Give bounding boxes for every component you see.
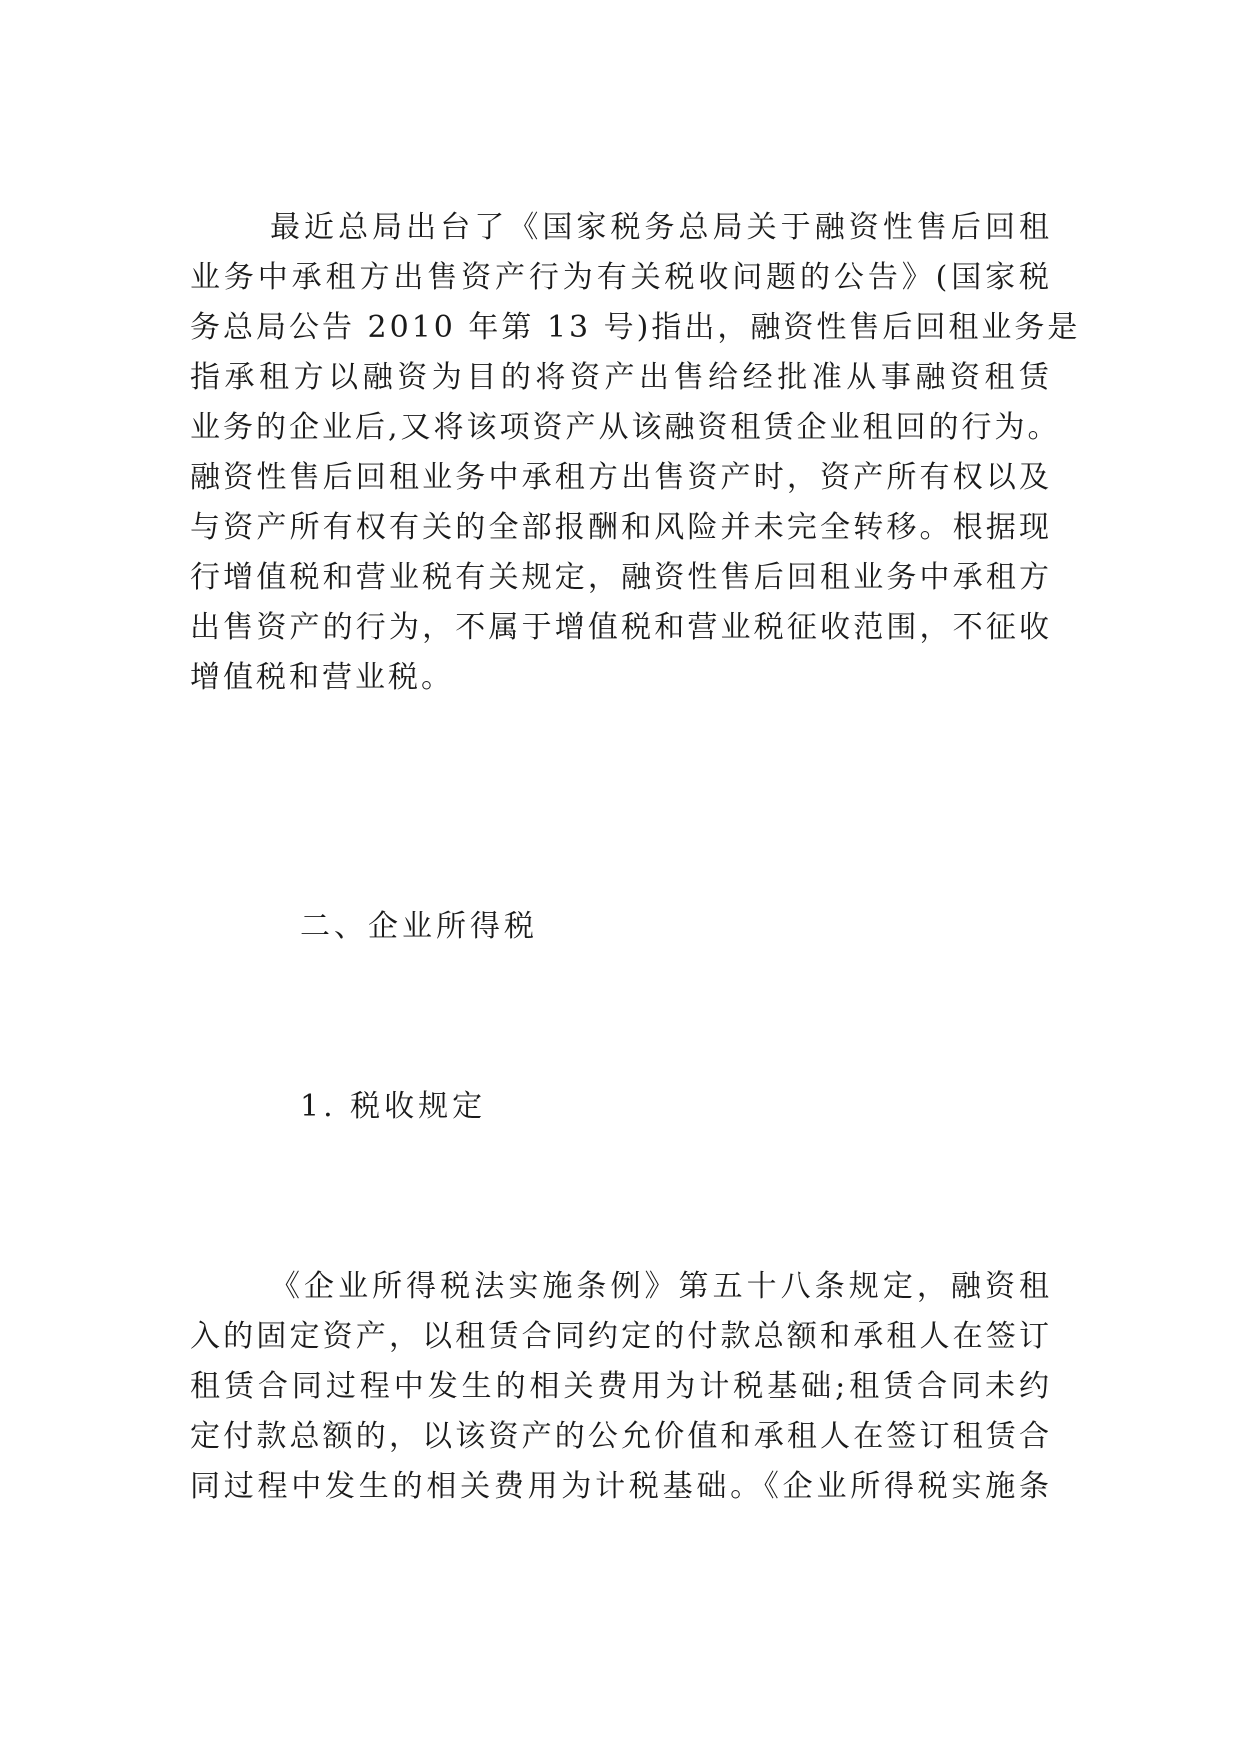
subsection-heading-tax-provisions: 1. 税收规定 — [300, 1089, 487, 1124]
paragraph-income-tax-rules — [190, 1262, 1052, 1512]
paragraph-line: 同过程中发生的相关费用为计税基础。《企业所得税实施条 — [190, 1469, 1052, 1504]
paragraph-line: 定付款总额的，以该资产的公允价值和承租人在签订租赁合 — [190, 1419, 1052, 1454]
paragraph-line: 入的固定资产，以租赁合同约定的付款总额和承租人在签订 — [190, 1319, 1052, 1354]
paragraph-leaseback-vat — [190, 203, 1081, 703]
section-heading-enterprise-income-tax: 二、企业所得税 — [300, 909, 538, 944]
paragraph-line: 租赁合同过程中发生的相关费用为计税基础;租赁合同未约 — [190, 1369, 1052, 1404]
paragraph-line: 务总局公告 2010 年第 13 号)指出，融资性售后回租业务是 — [190, 310, 1081, 345]
paragraph-line: 增值税和营业税。 — [190, 660, 454, 695]
paragraph-line: 指承租方以融资为目的将资产出售给经批准从事融资租赁 — [190, 360, 1052, 395]
paragraph-line: 《企业所得税法实施条例》第五十八条规定，融资租 — [270, 1269, 1052, 1304]
paragraph-line: 行增值税和营业税有关规定，融资性售后回租业务中承租方 — [190, 560, 1052, 595]
paragraph-line: 业务的企业后,又将该项资产从该融资租赁企业租回的行为。 — [190, 410, 1061, 445]
paragraph-line: 最近总局出台了《国家税务总局关于融资性售后回租 — [270, 210, 1052, 245]
paragraph-line: 与资产所有权有关的全部报酬和风险并未完全转移。根据现 — [190, 510, 1052, 545]
paragraph-line: 融资性售后回租业务中承租方出售资产时，资产所有权以及 — [190, 460, 1052, 495]
paragraph-line: 出售资产的行为，不属于增值税和营业税征收范围，不征收 — [190, 610, 1052, 645]
paragraph-line: 业务中承租方出售资产行为有关税收问题的公告》(国家税 — [190, 260, 1052, 295]
